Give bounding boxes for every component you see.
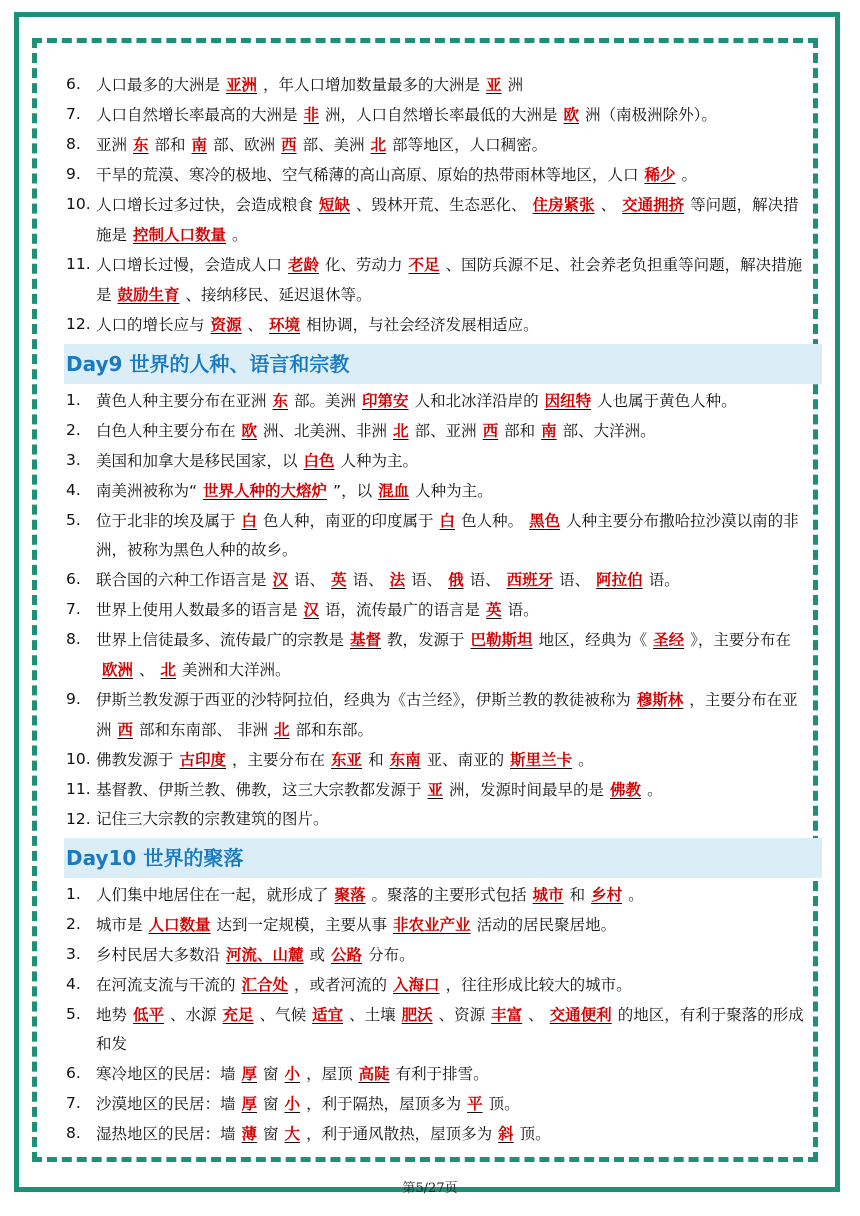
answer-blank: 丰富 bbox=[491, 1005, 523, 1024]
item-text: 语、 bbox=[352, 571, 384, 589]
item-text: 美洲和大洋洲。 bbox=[182, 661, 291, 679]
item-number: 9. bbox=[66, 165, 81, 183]
answer-blank: 欧洲 bbox=[102, 660, 134, 679]
answer-blank: 住房紧张 bbox=[532, 195, 595, 214]
item-text: 达到一定规模，主要从事 bbox=[216, 916, 388, 934]
answer-blank: 资源 bbox=[210, 315, 242, 334]
list-item bbox=[66, 446, 806, 476]
item-text: 联合国的六种工作语言是 bbox=[96, 571, 267, 589]
answer-blank: 适宜 bbox=[312, 1005, 344, 1024]
answer-blank: 西班牙 bbox=[506, 570, 554, 589]
answer-blank: 亚 bbox=[486, 75, 502, 94]
answer-blank: 亚洲 bbox=[226, 75, 258, 94]
item-text: 寒冷地区的民居：墙 bbox=[96, 1065, 236, 1083]
item-text: 在河流支流与干流的 bbox=[96, 976, 236, 994]
item-text: 语，流传最广的语言是 bbox=[325, 601, 481, 619]
answer-blank: 鼓励生育 bbox=[117, 285, 180, 304]
item-text: 、 bbox=[139, 661, 155, 679]
answer-blank: 斯里兰卡 bbox=[510, 750, 573, 769]
item-number: 5. bbox=[66, 1005, 81, 1023]
item-number: 8. bbox=[66, 135, 81, 153]
answer-blank: 入海口 bbox=[393, 975, 440, 994]
answer-blank: 厚 bbox=[241, 1094, 258, 1113]
item-text: 城市是 bbox=[96, 916, 143, 934]
answer-blank: 斜 bbox=[498, 1124, 514, 1143]
item-text: 顶。 bbox=[519, 1125, 551, 1143]
answer-blank: 稀少 bbox=[644, 165, 676, 184]
item-number: 12. bbox=[66, 810, 91, 828]
list-item bbox=[66, 1000, 806, 1059]
item-text: 有利于排雪。 bbox=[395, 1065, 489, 1083]
answer-blank: 交通拥挤 bbox=[622, 195, 685, 214]
list-item bbox=[66, 940, 806, 970]
item-text: 、国防兵源不足、社会养老负担重等问题，解决措施是 bbox=[96, 256, 803, 304]
item-text: 窗 bbox=[263, 1125, 279, 1143]
item-text: 。 bbox=[578, 751, 594, 769]
answer-blank: 基督 bbox=[350, 630, 382, 649]
item-number: 3. bbox=[66, 945, 81, 963]
item-number: 4. bbox=[66, 481, 81, 499]
item-text: 人种为主。 bbox=[340, 452, 419, 470]
answer-blank: 北 bbox=[370, 135, 387, 154]
item-text: 、 bbox=[600, 196, 617, 214]
answer-blank: 薄 bbox=[241, 1124, 258, 1143]
answer-blank: 低平 bbox=[133, 1005, 165, 1024]
item-text: 位于北非的埃及属于 bbox=[96, 512, 236, 530]
answer-blank: 河流、山麓 bbox=[226, 945, 304, 964]
answer-blank: 东亚 bbox=[331, 750, 363, 769]
item-text: 语、 bbox=[411, 571, 443, 589]
item-text: 部和 bbox=[504, 422, 536, 440]
item-text: 语。 bbox=[648, 571, 680, 589]
item-text: ，主要分布在亚洲 bbox=[96, 691, 798, 739]
item-number: 11. bbox=[66, 255, 91, 273]
item-text: 人口最多的大洲是 bbox=[96, 76, 221, 94]
list-item bbox=[66, 416, 806, 446]
item-text: 记住三大宗教的宗教建筑的图片。 bbox=[96, 810, 329, 828]
item-text: 部、亚洲 bbox=[414, 422, 477, 440]
list-item bbox=[66, 386, 806, 416]
answer-blank: 汉 bbox=[303, 600, 320, 619]
list-item bbox=[66, 595, 806, 625]
answer-blank: 南 bbox=[541, 421, 557, 440]
item-text: 人种主要分布撒哈拉沙漠以南的非洲，被称为黑色人种的故乡。 bbox=[96, 512, 799, 559]
item-text: 、水源 bbox=[170, 1006, 217, 1024]
item-number: 5. bbox=[66, 511, 81, 529]
item-text: 相协调，与社会经济发展相适应。 bbox=[306, 316, 539, 334]
answer-blank: 英 bbox=[331, 570, 347, 589]
item-number: 9. bbox=[66, 690, 81, 708]
answer-blank: 欧 bbox=[563, 105, 580, 124]
item-text: 教，发源于 bbox=[387, 631, 465, 649]
item-text: 、毁林开荒、生态恶化、 bbox=[356, 196, 527, 214]
answer-blank: 老龄 bbox=[288, 255, 320, 274]
answer-blank: 混血 bbox=[378, 481, 410, 500]
item-text: 语、 bbox=[469, 571, 501, 589]
list-item bbox=[66, 506, 806, 565]
item-number: 1. bbox=[66, 885, 81, 903]
item-text: ，屋顶 bbox=[306, 1065, 353, 1083]
answer-blank: 穆斯林 bbox=[636, 690, 684, 709]
answer-blank: 平 bbox=[467, 1094, 483, 1113]
answer-blank: 英 bbox=[486, 600, 502, 619]
item-text: ，往往形成比较大的城市。 bbox=[445, 976, 632, 994]
answer-blank: 环境 bbox=[269, 315, 301, 334]
item-text: 洲，人口自然增长率最低的大洲是 bbox=[325, 106, 558, 124]
list-item bbox=[66, 970, 806, 1000]
answer-blank: 聚落 bbox=[334, 885, 366, 904]
item-text: 人口自然增长率最高的大洲是 bbox=[96, 106, 298, 124]
answer-blank: 西 bbox=[117, 720, 134, 739]
answer-blank: 控制人口数量 bbox=[133, 225, 227, 244]
answer-blank: 俄 bbox=[448, 570, 464, 589]
item-text: 世界上使用人数最多的语言是 bbox=[96, 601, 298, 619]
answer-blank: 小 bbox=[284, 1094, 301, 1113]
item-text: 活动的居民聚居地。 bbox=[476, 916, 617, 934]
answer-blank: 不足 bbox=[408, 255, 440, 274]
item-text: 、 bbox=[528, 1006, 544, 1024]
item-text: 黄色人种主要分布在亚洲 bbox=[96, 392, 267, 410]
item-text: 地区，经典为《 bbox=[538, 631, 648, 649]
list-item bbox=[66, 130, 806, 160]
answer-blank: 小 bbox=[284, 1064, 301, 1083]
page-footer: 第5/27页 bbox=[402, 1181, 458, 1196]
item-text: 美国和加拿大是移民国家，以 bbox=[96, 452, 298, 470]
item-text: 洲、北美洲、非洲 bbox=[263, 422, 388, 440]
item-text: 人种为主。 bbox=[415, 482, 493, 500]
answer-blank: 阿拉伯 bbox=[596, 570, 643, 589]
answer-blank: 充足 bbox=[222, 1005, 254, 1024]
answer-blank: 白 bbox=[241, 511, 258, 530]
item-number: 12. bbox=[66, 315, 91, 333]
item-text: 。 bbox=[681, 166, 698, 184]
item-text: 等问题，解决措施是 bbox=[96, 196, 799, 244]
list-item bbox=[66, 1059, 806, 1089]
answer-blank: 白色 bbox=[303, 451, 335, 470]
item-text: 窗 bbox=[263, 1065, 279, 1083]
list-item bbox=[66, 70, 806, 100]
answer-blank: 欧 bbox=[241, 421, 258, 440]
item-text: 、 bbox=[247, 316, 264, 334]
list-item bbox=[66, 565, 806, 595]
item-text: 亚洲 bbox=[96, 136, 128, 154]
item-text: 语。 bbox=[507, 601, 539, 619]
item-number: 8. bbox=[66, 630, 81, 648]
item-text: ，利于隔热，屋顶多为 bbox=[306, 1095, 462, 1113]
answer-blank: 圣经 bbox=[653, 630, 685, 649]
item-text: 人口的增长应与 bbox=[96, 316, 205, 334]
list-item bbox=[66, 880, 806, 910]
item-text: ”，以 bbox=[333, 482, 373, 500]
item-text: 、土壤 bbox=[349, 1006, 396, 1024]
list-item bbox=[66, 625, 806, 685]
answer-blank: 北 bbox=[160, 660, 177, 679]
item-text: 、气候 bbox=[259, 1006, 307, 1024]
list-item bbox=[66, 745, 806, 775]
item-text: 沙漠地区的民居：墙 bbox=[96, 1095, 236, 1113]
answer-blank: 汇合处 bbox=[241, 975, 289, 994]
answer-blank: 公路 bbox=[331, 945, 363, 964]
item-text: 部、美洲 bbox=[302, 136, 365, 154]
list-item bbox=[66, 476, 806, 506]
item-text: 语、 bbox=[294, 571, 326, 589]
list-item bbox=[66, 310, 806, 340]
item-text: 南美洲被称为“ bbox=[96, 482, 198, 500]
item-number: 6. bbox=[66, 1064, 81, 1082]
item-number: 3. bbox=[66, 451, 81, 469]
section-heading: Day10 世界的聚落 bbox=[64, 838, 822, 878]
item-text: 部等地区，人口稠密。 bbox=[392, 136, 548, 154]
section-heading: Day9 世界的人种、语言和宗教 bbox=[64, 344, 822, 384]
item-text: 地势 bbox=[96, 1006, 128, 1024]
item-text: 人们集中地居住在一起，就形成了 bbox=[96, 886, 329, 904]
page-content bbox=[66, 70, 806, 1149]
item-text: 色人种，南亚的印度属于 bbox=[263, 512, 434, 530]
item-number: 7. bbox=[66, 105, 81, 123]
answer-blank: 印第安 bbox=[362, 391, 409, 410]
list-item bbox=[66, 190, 806, 250]
answer-blank: 佛教 bbox=[610, 780, 642, 799]
answer-blank: 北 bbox=[393, 421, 409, 440]
item-text: 人口增长过慢，会造成人口 bbox=[96, 256, 283, 274]
item-text: 。 bbox=[628, 886, 644, 904]
item-text: 部。美洲 bbox=[294, 392, 357, 410]
item-text: 的地区，有利于聚落的形成和发 bbox=[96, 1006, 804, 1053]
item-text: 分布。 bbox=[368, 946, 415, 964]
answer-blank: 人口数量 bbox=[148, 915, 211, 934]
item-text: 世界上信徒最多、流传最广的宗教是 bbox=[96, 631, 345, 649]
answer-blank: 巴勒斯坦 bbox=[470, 630, 533, 649]
item-text: 窗 bbox=[263, 1095, 279, 1113]
list-item bbox=[66, 775, 806, 805]
item-number: 10. bbox=[66, 195, 91, 213]
answer-blank: 白 bbox=[439, 511, 456, 530]
answer-blank: 东南 bbox=[389, 750, 421, 769]
answer-blank: 高陡 bbox=[358, 1064, 390, 1083]
item-text: 。聚落的主要形式包括 bbox=[371, 886, 527, 904]
item-text: 化、劳动力 bbox=[325, 256, 403, 274]
item-text: 洲，发源时间最早的是 bbox=[449, 781, 605, 799]
list-item bbox=[66, 100, 806, 130]
answer-blank: 厚 bbox=[241, 1064, 258, 1083]
answer-blank: 肥沃 bbox=[401, 1005, 433, 1024]
item-text: 亚、南亚的 bbox=[426, 751, 505, 769]
item-number: 7. bbox=[66, 1094, 81, 1112]
answer-blank: 因纽特 bbox=[544, 391, 592, 410]
answer-blank: 北 bbox=[273, 720, 290, 739]
list-item bbox=[66, 160, 806, 190]
answer-blank: 黑色 bbox=[529, 511, 561, 530]
item-number: 1. bbox=[66, 391, 81, 409]
item-number: 2. bbox=[66, 421, 81, 439]
item-text: 顶。 bbox=[488, 1095, 520, 1113]
item-text: 。 bbox=[232, 226, 248, 244]
answer-blank: 法 bbox=[389, 570, 406, 589]
item-text: 人也属于黄色人种。 bbox=[597, 392, 737, 410]
item-number: 7. bbox=[66, 600, 81, 618]
answer-blank: 乡村 bbox=[591, 885, 623, 904]
item-text: ，主要分布在 bbox=[232, 751, 326, 769]
item-text: 干旱的荒漠、寒冷的极地、空气稀薄的高山高原、原始的热带雨林等地区，人口 bbox=[96, 166, 639, 184]
item-text: 、接纳移民、延迟退休等。 bbox=[185, 286, 372, 304]
answer-blank: 城市 bbox=[532, 885, 564, 904]
item-text: 乡村民居大多数沿 bbox=[96, 946, 221, 964]
item-text: ，利于通风散热，屋顶多为 bbox=[306, 1125, 493, 1143]
item-text: 伊斯兰教发源于西亚的沙特阿拉伯，经典为《古兰经》，伊斯兰教的教徒被称为 bbox=[96, 691, 631, 709]
item-text: 部和 bbox=[154, 136, 186, 154]
item-number: 4. bbox=[66, 975, 81, 993]
item-text: 基督教、伊斯兰教、佛教，这三大宗教都发源于 bbox=[96, 781, 422, 799]
answer-blank: 非 bbox=[303, 105, 320, 124]
item-number: 11. bbox=[66, 780, 91, 798]
item-text: 部、大洋洲。 bbox=[562, 422, 656, 440]
answer-blank: 西 bbox=[281, 135, 297, 154]
item-number: 2. bbox=[66, 915, 81, 933]
answer-blank: 东 bbox=[133, 135, 149, 154]
item-text: 白色人种主要分布在 bbox=[96, 422, 236, 440]
item-text: 部和东部。 bbox=[295, 721, 373, 739]
item-text: 或 bbox=[309, 946, 326, 964]
list-item bbox=[66, 250, 806, 310]
item-text: 》，主要分布在 bbox=[690, 631, 791, 649]
item-number: 10. bbox=[66, 750, 91, 768]
item-text: 、资源 bbox=[438, 1006, 486, 1024]
answer-blank: 世界人种的大熔炉 bbox=[203, 481, 328, 500]
item-text: 洲（南极洲除外）。 bbox=[585, 106, 717, 124]
list-item bbox=[66, 1089, 806, 1119]
item-text: 和 bbox=[368, 751, 384, 769]
answer-blank: 西 bbox=[482, 421, 499, 440]
item-text: 佛教发源于 bbox=[96, 751, 174, 769]
answer-blank: 南 bbox=[191, 135, 208, 154]
answer-blank: 大 bbox=[284, 1124, 301, 1143]
item-text: 和 bbox=[569, 886, 586, 904]
item-text: 湿热地区的民居：墙 bbox=[96, 1125, 236, 1143]
list-item bbox=[66, 805, 806, 834]
item-text: 色人种。 bbox=[461, 512, 524, 530]
answer-blank: 短缺 bbox=[319, 195, 351, 214]
answer-blank: 非农业产业 bbox=[393, 915, 471, 934]
answer-blank: 交通便利 bbox=[549, 1005, 612, 1024]
answer-blank: 古印度 bbox=[179, 750, 227, 769]
item-number: 6. bbox=[66, 570, 81, 588]
item-text: 人口增长过多过快，会造成粮食 bbox=[96, 196, 314, 214]
item-text: 人和北冰洋沿岸的 bbox=[414, 392, 539, 410]
item-text: 语、 bbox=[559, 571, 591, 589]
answer-blank: 亚 bbox=[427, 780, 444, 799]
item-number: 8. bbox=[66, 1124, 81, 1142]
list-item bbox=[66, 685, 806, 745]
list-item bbox=[66, 910, 806, 940]
answer-blank: 东 bbox=[272, 391, 289, 410]
item-text: 。 bbox=[647, 781, 663, 799]
item-text: 部、欧洲 bbox=[213, 136, 276, 154]
item-text: ，或者河流的 bbox=[294, 976, 388, 994]
item-text: 部和东南部、 非洲 bbox=[139, 721, 268, 739]
answer-blank: 汉 bbox=[272, 570, 289, 589]
item-number: 6. bbox=[66, 75, 81, 93]
item-text: 洲 bbox=[507, 76, 524, 94]
item-text: ，年人口增加数量最多的大洲是 bbox=[263, 76, 481, 94]
list-item bbox=[66, 1119, 806, 1149]
